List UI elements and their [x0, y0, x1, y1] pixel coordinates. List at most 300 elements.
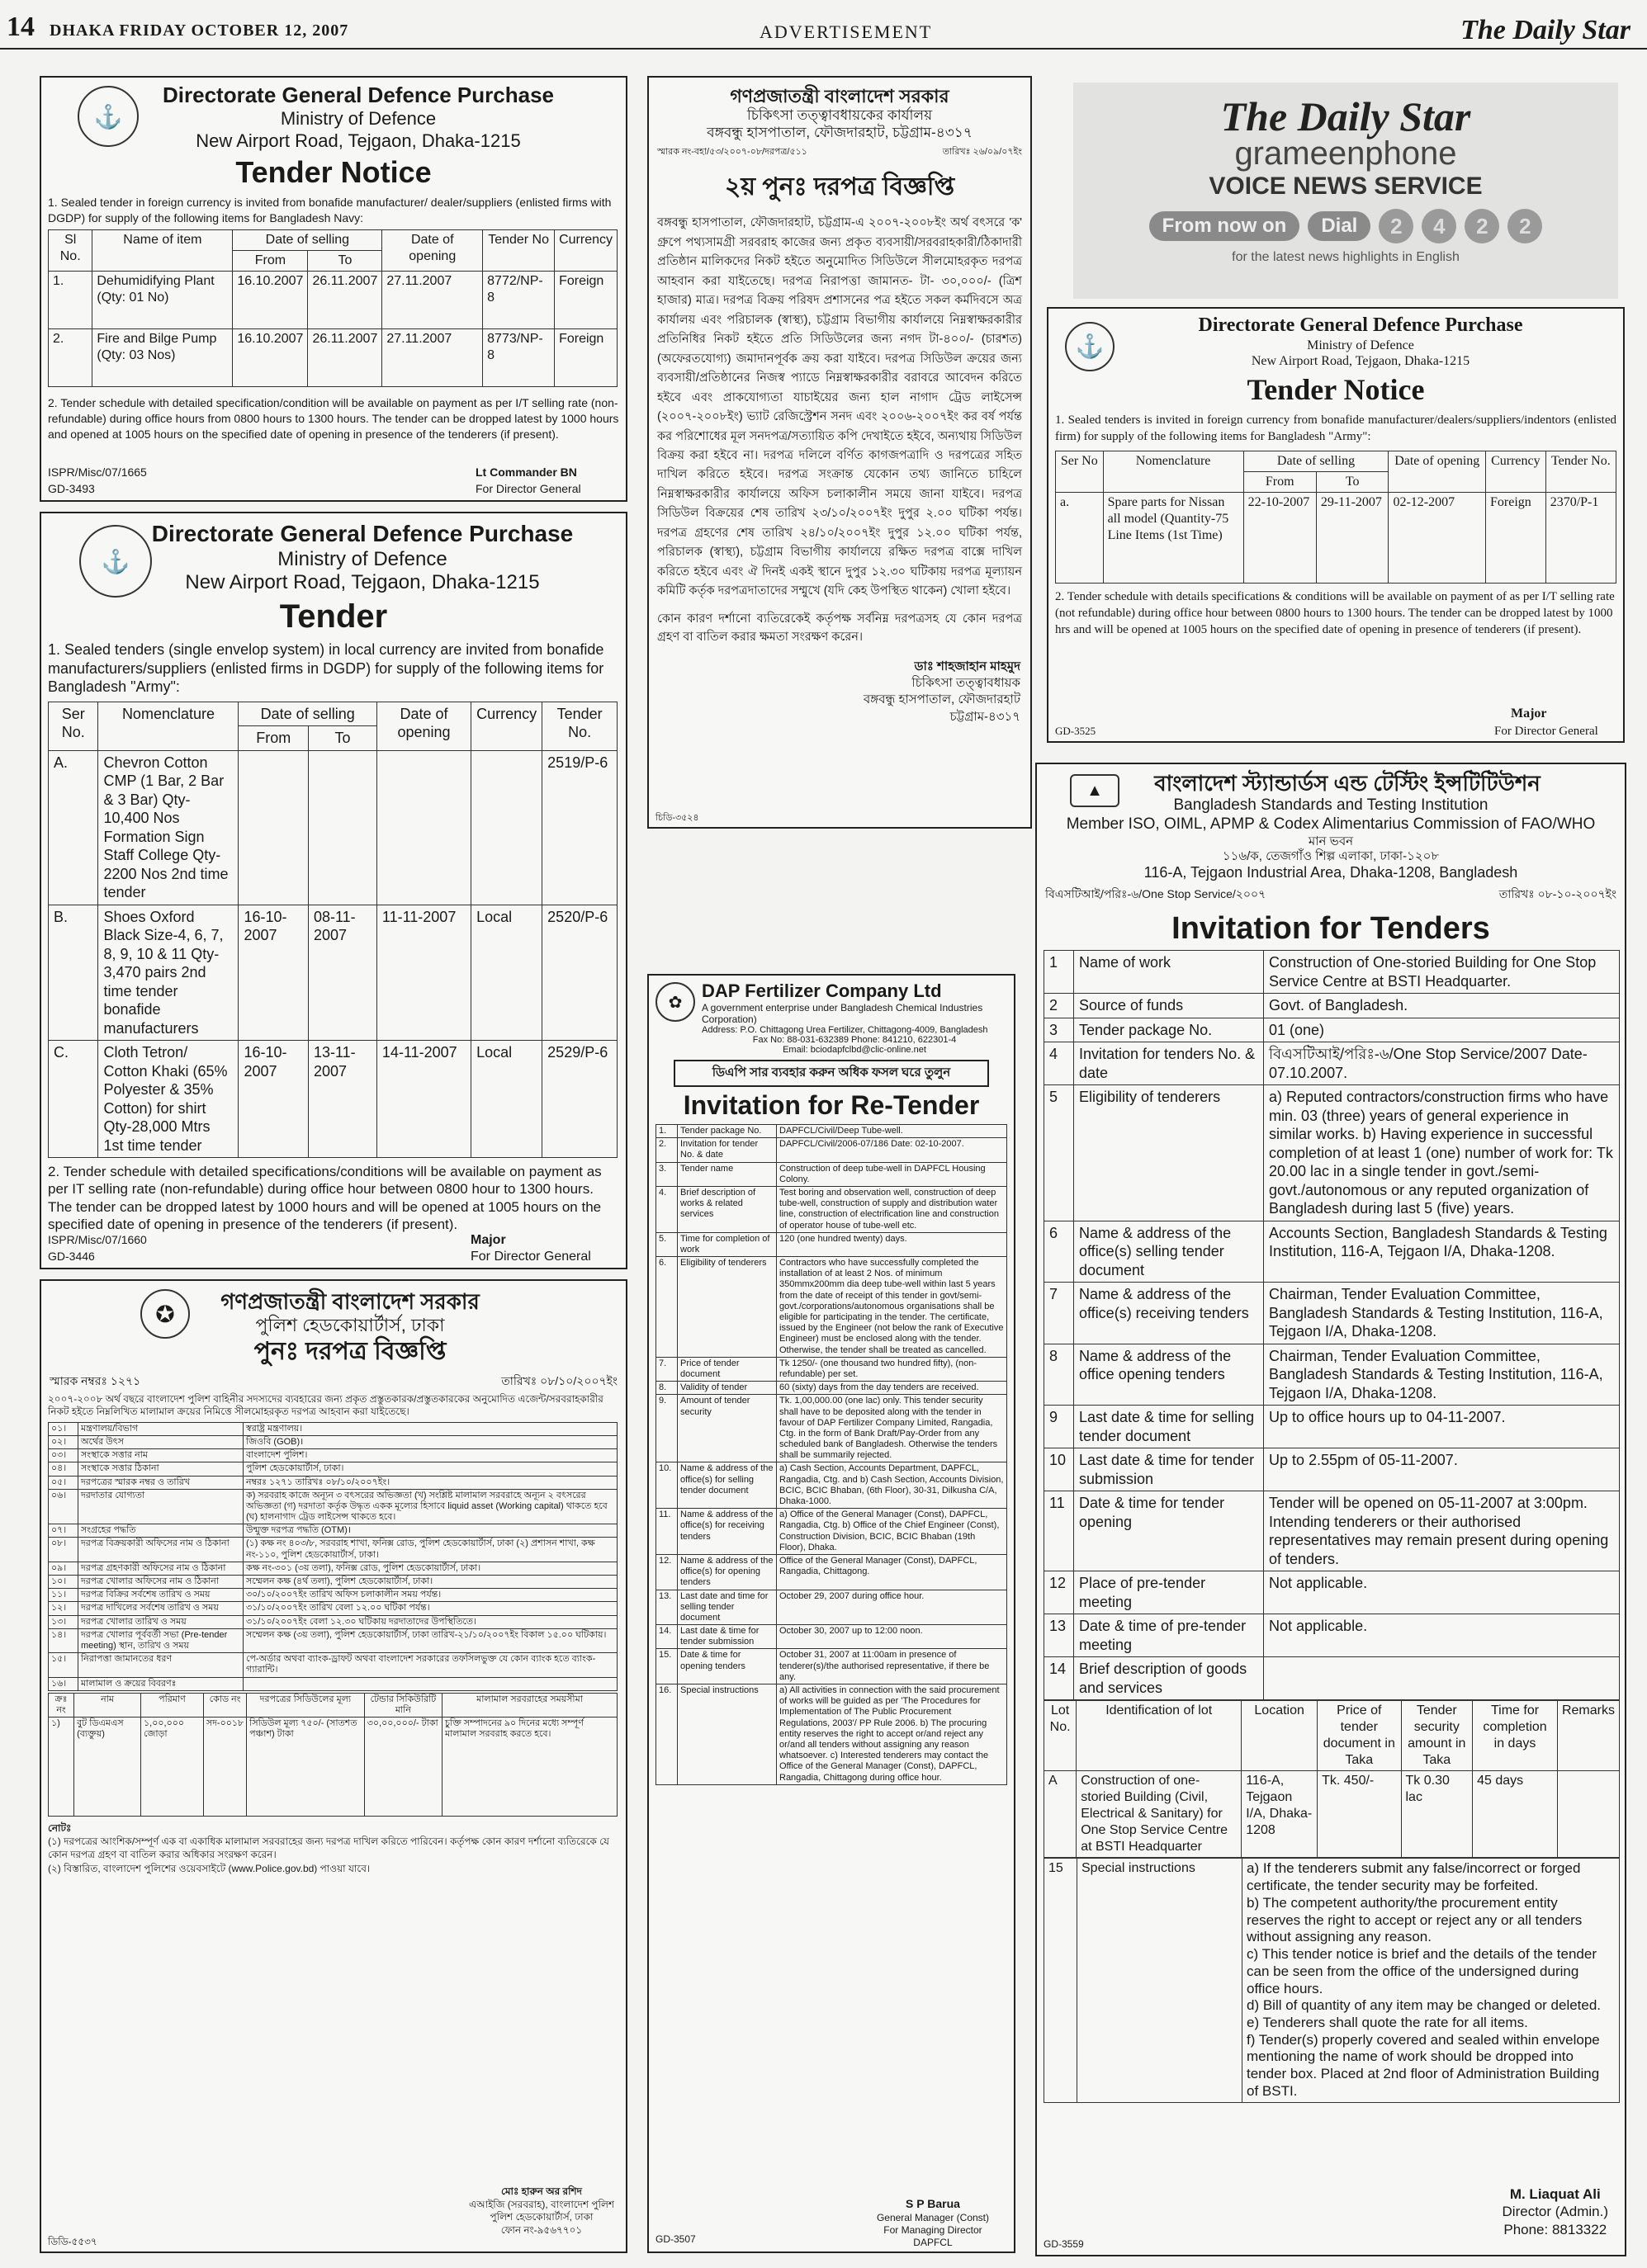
row-number: 4.	[656, 1186, 678, 1232]
gd-number: GD-3446	[48, 1250, 95, 1263]
tender-table	[1044, 950, 1620, 1700]
table-row: B. Shoes Oxford Black Size-4, 6, 7, 8, 9, 10 & 11 Qty-3,470 pairs 2nd time tender bonafide manufacturers 16-10-2007 08-11-2007 11-11-2007 Local 2520/P-6	[49, 905, 618, 1041]
col-header: Name of item	[92, 229, 233, 271]
row-value: জিওবি (GOB)।	[244, 1435, 618, 1448]
goods-table	[48, 1693, 618, 1817]
col-header: কোড নং	[203, 1693, 246, 1717]
instruction-item: b) The competent authority/the procurement entity reserves the right to accept or reject any or all tenders without assigning any reason.	[1247, 1894, 1583, 1945]
row-value: সম্মেলন কক্ষ (৩য় তলা), পুলিশ হেডকোয়ার্টার্স, ঢাকা তারিখ-২১/১০/২০০৭ইং বিকাল ১৫.০০ ঘটিকায়।	[244, 1628, 618, 1652]
ad-police-retender	[40, 1279, 627, 2253]
signer-phone: ফোন নং-৯৫৬৭৭০১	[500, 2223, 583, 2236]
ad-title: পুনঃ দরপত্র বিজ্ঞপ্তি	[253, 1337, 447, 1365]
row-number: 5.	[656, 1232, 678, 1256]
table-row	[49, 1462, 618, 1476]
row-number: ১৪।	[49, 1628, 78, 1652]
signer-rank: Major	[1511, 706, 1547, 721]
row-number: 2	[1044, 994, 1074, 1018]
special-instructions: 15 Special instructions a) If the tenderers submit any false/incorrect or forged certificate, the tender security may be forfeited. b) The competent authority/the procurement entity reserves the right to accept or reject any or all tenders without assigning any reason. c) This tender notice is brief and the details of the tender can be seen from the office of the undersigned during office hours. d) Bill of quantity of any item may be changed or deleted. e) Tenderers shall quote the rate for all items. f) Tender(s) properly covered and sealed within envelope mentioning the name of work should be dropped into tender box. Placed at 2nd floor of Administration Building of BSTI.	[1044, 1858, 1620, 2102]
row-number: 15.	[656, 1649, 678, 1684]
row-number: 7.	[656, 1357, 678, 1381]
signer-city: চট্টগ্রাম-৪৩১৭	[949, 709, 1020, 724]
row-label: মালামাল ও ক্রয়ের বিবরণঃ	[78, 1677, 244, 1690]
row-number: 12	[1044, 1571, 1074, 1614]
col-header: Currency	[1486, 451, 1546, 492]
col-header: দরপত্রের সিডিউলের মূল্য	[247, 1693, 365, 1717]
table-row	[1044, 951, 1620, 994]
note-item: (১) দরপত্রের আংশিক/সম্পূর্ণ এক বা একাধিক মালামাল সরবরাহের জন্য দরপত্র দাখিল করিতে পারিবেন। কর্তৃপক্ষ কোন কারণ দর্শানো ব্যতিরেকে যে কোন দরপত্র গ্রহণ বা বাতিল করার অধিকার সংরক্ষণ করেন।	[48, 1836, 609, 1861]
tender-table	[48, 229, 618, 387]
table-row	[656, 1125, 1007, 1138]
row-label: দরপত্র বিক্রয়কারী অফিসের নাম ও ঠিকানা	[78, 1538, 244, 1562]
table-row	[656, 1257, 1007, 1358]
row-label: দরদাতার যোগ্যতা	[78, 1489, 244, 1524]
dial-label: Dial	[1308, 211, 1370, 241]
row-value: নম্বরঃ ১২৭১ তারিখঃ ০৮/১০/২০০৭ইং।	[244, 1476, 618, 1489]
address: New Airport Road, Tejgaon, Dhaka-1215	[185, 571, 540, 594]
row-number: 11.	[656, 1509, 678, 1555]
row-label: Brief description of goods and services	[1074, 1657, 1264, 1700]
col-header: Date of opening	[376, 702, 471, 750]
intro: ২০০৭-২০০৮ অর্থ বছরে বাংলাদেশ পুলিশ বাহিনীর সদস্যদের ব্যবহারের জন্য প্রকৃত প্রস্তুতকারক/প্রস্তুতকারকের অনুমোদিত এজেন্ট/সরবরাহকারীর নিকট হইতে নিম্নলিখিত মালামাল ক্রয়ের নিমিত্তে সীলমোহরকৃত দরপত্র আহবান করা যাইতেছে।	[48, 1392, 603, 1418]
org-name: Directorate General Defence Purchase	[1198, 314, 1523, 336]
table-row	[656, 1554, 1007, 1590]
row-number: ০৭।	[49, 1524, 78, 1538]
row-label: Invitation for tenders No. & date	[1074, 1042, 1264, 1085]
col-header: মালামাল সরবরাহের সময়সীমা	[442, 1693, 617, 1717]
tender-table	[655, 1124, 1007, 1785]
signer-title: চিকিৎসা তত্ত্বাবধায়ক	[911, 676, 1020, 691]
table-row	[49, 1422, 618, 1435]
row-label: Amount of tender security	[678, 1395, 777, 1462]
table-row	[49, 1589, 618, 1602]
company-address: Address: P.O. Chittagong Urea Fertilizer, Chittagong-4009, Bangladesh	[702, 1025, 988, 1035]
table-row	[656, 1462, 1007, 1509]
row-number: ০৩।	[49, 1449, 78, 1462]
col-header: ক্রঃ নং	[49, 1693, 74, 1717]
col-header: Sl No.	[49, 229, 92, 271]
row-value: DAPFCL/Civil/Deep Tube-well.	[777, 1125, 1007, 1138]
brand-name: The Daily Star	[1220, 93, 1471, 139]
instruction-item: d) Bill of quantity of any item may be changed or deleted.	[1247, 1997, 1602, 2014]
table-row: C. Cloth Tetron/ Cotton Khaki (65% Polyester & 35% Cotton) for shirt Qty-28,000 Mtrs 1st time tender 16-10-2007 13-11-2007 14-11-2007 Local 2529/P-6	[49, 1041, 618, 1158]
row-value: Chairman, Tender Evaluation Committee, Bangladesh Standards & Testing Institution, 116-A, Tejgaon I/A, Dhaka-1208.	[1264, 1283, 1620, 1344]
signer-for: For Director General	[471, 1250, 591, 1264]
instruction-item: f) Tender(s) properly covered and sealed within envelope mentioning the name of work should be dropped into tender box. Placed at 2nd floor of Administration Building of BSTI.	[1247, 2031, 1600, 2099]
col-header: From	[1243, 471, 1316, 492]
col-header: Location	[1242, 1701, 1318, 1771]
col-header: Ser No	[1056, 451, 1104, 492]
ministry: Ministry of Defence	[1307, 338, 1414, 352]
col-header: টেন্ডার সিকিউরিটি মানি	[364, 1693, 442, 1717]
row-value: Construction of One-storied Building for One Stop Service Centre at BSTI Headquarter.	[1264, 951, 1620, 994]
row-label: Place of pre-tender meeting	[1074, 1571, 1264, 1614]
col-header: Tender No.	[542, 702, 618, 750]
tagline: for the latest news highlights in English	[1232, 250, 1460, 264]
table-row	[656, 1186, 1007, 1232]
row-value: পে-অর্ডার অথবা ব্যাংক-ড্রাফট অথবা বাংলাদেশ সরকারের তফসিলভুক্ত যে কোন ব্যাংক হতে ব্যাংক-গ্যারান্টি।	[244, 1653, 618, 1677]
instruction-item: e) Tenderers shall quote the rate for all items.	[1247, 2014, 1528, 2030]
row-value: October 31, 2007 at 11:00am in presence of tenderer(s)/the authorised representative, if there be any.	[777, 1649, 1007, 1684]
signer-for: For Director General	[1494, 725, 1598, 738]
org-name: Directorate General Defence Purchase	[163, 83, 554, 107]
memo-number: স্মারক নম্বরঃ ১২৭১	[50, 1373, 141, 1387]
row-number: 16.	[656, 1684, 678, 1785]
row-label: Tender name	[678, 1162, 777, 1186]
instruction-item: a) If the tenderers submit any false/incorrect or forged certificate, the tender security may be forfeited.	[1247, 1860, 1581, 1894]
table-row: ১) বুট ডিএমএস (ব্যক্তুয়) ১,০০,০০০ জোড়া সদ-০০১৮ সিডিউল মূল্য ৭৫০/- (সাতশত পঞ্চাশ) টাকা ৩০,০০,০০০/- টাকা চুক্তি সম্পাদনের ৯০ দিনের মধ্যে সম্পূর্ণ মালামাল সরবরাহ করতে হবে।	[49, 1718, 618, 1817]
row-label: Last date and time for selling tender document	[678, 1590, 777, 1625]
signer-rank: Major	[471, 1233, 506, 1247]
table-row	[49, 1576, 618, 1589]
row-label: অর্থের উৎস	[78, 1435, 244, 1448]
row-label: Tender package No.	[678, 1125, 777, 1138]
dial-digit: 2	[1379, 209, 1413, 243]
row-label: Last date & time for selling tender document	[1074, 1406, 1264, 1448]
row-label: Date & time of pre-tender meeting	[1074, 1614, 1264, 1657]
row-value: Up to 2.55pm of 05-11-2007.	[1264, 1448, 1620, 1491]
col-header: নাম	[74, 1693, 141, 1717]
govt-name: গণপ্রজাতন্ত্রী বাংলাদেশ সরকার	[730, 86, 949, 106]
row-number: ১০।	[49, 1576, 78, 1589]
row-value: Not applicable.	[1264, 1614, 1620, 1657]
row-value: a) Cash Section, Accounts Department, DAPFCL, Rangadia, Ctg. and b) Cash Section, Accounts Division, BCIC, BCIC Bhaban, (6th Floor), 30-31, Dilkusha C/A, Dhaka-1000.	[777, 1462, 1007, 1509]
signer-name: M. Liaquat Ali	[1509, 2186, 1601, 2202]
row-number: ১৫।	[49, 1653, 78, 1677]
col-header: Currency	[471, 702, 542, 750]
table-row	[49, 1524, 618, 1538]
row-number: 4	[1044, 1042, 1074, 1085]
col-header: To	[308, 726, 376, 751]
schedule-note: 2. Tender schedule with detailed specifications/conditions will be available on payment as per IT selling rate (non-refundable) during office hour between 0800 hour to 1300 hours. The tender can be dropped latest by 1000 hours and will be opened at 1005 hours on the specified date of opening in presence of the tenderers (if present).	[48, 1164, 602, 1232]
gd-number: GD-3493	[48, 482, 95, 495]
col-header: পরিমাণ	[141, 1693, 204, 1717]
row-value: Construction of deep tube-well in DAPFCL Housing Colony.	[777, 1162, 1007, 1186]
signer-for: For Director General	[476, 482, 581, 495]
row-value: বিএসটিআই/পরিঃ-৬/One Stop Service/2007 Date-07.10.2007.	[1264, 1042, 1620, 1085]
schedule-note: 2. Tender schedule with details specifications & conditions will be available on payment of as per I/T selling rate (not refundable) during office hour between 0800 hours to 1300 hours. The tender can be dropped latest by 1000 hrs and will be opened at 1005 hours on the specified date of opening in presence of tenderers (if present).	[1055, 589, 1615, 637]
table-row	[656, 1395, 1007, 1462]
row-label: Name of work	[1074, 951, 1264, 994]
row-label: দরপত্র খোলার পূর্ববর্তী সভা (Pre-tender meeting) স্থান, তারিখ ও সময়	[78, 1628, 244, 1652]
bn-address-1: মান ভবন	[1308, 834, 1354, 848]
signer-phone: Phone: 8813322	[1503, 2221, 1607, 2237]
gd-number: GD-3507	[655, 2233, 696, 2245]
row-number: ০৬।	[49, 1489, 78, 1524]
ministry: Ministry of Defence	[280, 108, 437, 130]
row-value: Up to office hours up to 04-11-2007.	[1264, 1406, 1620, 1448]
table-row	[49, 1489, 618, 1524]
col-header: Currency	[555, 229, 618, 271]
row-value: a) All activities in connection with the said procurement of works will be guided as per 'The Procedures for Implementation of The Public Procurement Regulations, 2003'/ PP Rule 2006. b) The procuring entity reserves the right to accept or/and reject any or/and all tenders without assigning any reason whatsoever. c) Interested tenderers may contact the Office of the General Manager (Const), DAPFCL, Rangadia, Chittagong during office hour.	[777, 1684, 1007, 1785]
row-number: 12.	[656, 1554, 678, 1590]
table-row	[656, 1162, 1007, 1186]
ad-title: Tender Notice	[235, 154, 432, 189]
table-row: 2. Fire and Bilge Pump (Qty: 03 Nos) 16.10.2007 26.11.2007 27.11.2007 8773/NP-8 Foreign	[49, 328, 618, 386]
table-row	[49, 1562, 618, 1575]
ref-number: ISPR/Misc/07/1665	[48, 465, 147, 479]
lot-table	[1044, 1700, 1620, 1858]
row-number: ০৯।	[49, 1562, 78, 1575]
row-number: ১৩।	[49, 1615, 78, 1628]
table-row	[49, 1615, 618, 1628]
ad-voice-news	[1073, 83, 1618, 299]
org-name: Directorate General Defence Purchase	[151, 521, 574, 546]
row-value: a) Reputed contractors/construction firms who have min. 03 (three) years of general experience in similar works. b) Having experience in successful completion of at least 1 (one) number of work for: Tk 20.00 lac in a single tender in govt./semi-govt./autonomous or any reputed organization of Bangladesh during last 5 (five) years.	[1264, 1085, 1620, 1221]
gd-number: ডিডি-৫৫৩৭	[48, 2236, 97, 2247]
row-value: (১) কক্ষ নং ৪০৩/৮, সরবরাহ শাখা, ফনিক্স রোড, পুলিশ হেডকোয়ার্টার্স, ঢাকা (২) প্রশাসন শাখা, কক্ষ নং-১১০, পুলিশ হেডকোয়ার্টার্স, ঢাকা।	[244, 1538, 618, 1562]
company-fax: Fax No: 88-031-632389 Phone: 841210, 622301-4	[752, 1035, 957, 1045]
row-number: 7	[1044, 1283, 1074, 1344]
criteria-table	[48, 1422, 618, 1691]
signer-office: বঙ্গবন্ধু হাসপাতাল, ফৌজদারহাট	[863, 692, 1020, 707]
ad-dgdp-nissan	[1047, 307, 1625, 743]
table-row	[1044, 1018, 1620, 1042]
govt-name: গণপ্রজাতন্ত্রী বাংলাদেশ সরকার	[220, 1289, 480, 1314]
row-label: নিরাপত্তা জামানতের ধরণ	[78, 1653, 244, 1677]
signer-name: মোঃ হারুন অর রশিদ	[500, 2185, 582, 2197]
table-row	[1044, 1491, 1620, 1571]
row-number: 10.	[656, 1462, 678, 1509]
table-row	[656, 1649, 1007, 1684]
table-row	[656, 1590, 1007, 1625]
table-row	[1044, 1406, 1620, 1448]
row-label: Eligibility of tenderers	[678, 1257, 777, 1358]
row-number: ০৫।	[49, 1476, 78, 1489]
row-label: Date & time for opening tenders	[678, 1649, 777, 1684]
address: New Airport Road, Tejgaon, Dhaka-1215	[1251, 353, 1470, 368]
row-number: 8	[1044, 1344, 1074, 1406]
col-header: Date of selling	[233, 229, 382, 250]
row-number: ১৬।	[49, 1677, 78, 1690]
partner-name: grameenphone	[1234, 135, 1457, 172]
row-number: 6.	[656, 1257, 678, 1358]
table-row	[656, 1382, 1007, 1395]
signer-name: ডাঃ শাহজাহান মাহমুদ	[914, 659, 1020, 673]
row-label: Last date & time for tender submission	[1074, 1448, 1264, 1491]
bn-title: বাংলাদেশ স্ট্যান্ডার্ডস এন্ড টেস্টিং ইন্সটিটিউশন	[1154, 771, 1541, 796]
date-line: DHAKA FRIDAY OCTOBER 12, 2007	[50, 21, 349, 40]
row-label: Time for completion of work	[678, 1232, 777, 1256]
row-value: Not applicable.	[1264, 1571, 1620, 1614]
gd-number: চিডি-৩৫২৪	[655, 813, 699, 823]
table-row	[49, 1628, 618, 1652]
col-header: Date of selling	[1243, 451, 1389, 471]
row-number: ০১।	[49, 1422, 78, 1435]
row-value: ৩০/১০/২০০৭ইং তারিখ অফিস চলাকালীন সময় পর্যন্ত।	[244, 1589, 618, 1602]
table-row	[1044, 1221, 1620, 1283]
table-row	[656, 1357, 1007, 1381]
masthead	[0, 0, 1647, 50]
dial-digit: 2	[1465, 209, 1499, 243]
row-value: কক্ষ নং-৩০১ (৩য় তলা), ফনিক্স রোড, পুলিশ হেডকোয়ার্টার্স, ঢাকা।	[244, 1562, 618, 1575]
row-label: Name & address of the office(s) for receiving tenders	[678, 1509, 777, 1555]
row-label: সংস্থাকে সত্তার নাম	[78, 1449, 244, 1462]
dial-digit: 2	[1507, 209, 1542, 243]
signer-office: পুলিশ হেডকোয়ার্টার্স, ঢাকা	[490, 2211, 594, 2223]
row-value: ৩১/১০/২০০৭ইং তারিখ বেলা ১২.০০ ঘটিকা পর্যন্ত।	[244, 1602, 618, 1615]
row-value: a) Office of the General Manager (Const), DAPFCL, Rangadia, Ctg. b) Office of the Chief Engineer (Const), Construction Division, BCIC, BCIC Bhaban (19th Floor), Dhaka.	[777, 1509, 1007, 1555]
table-row: a. Spare parts for Nissan all model (Quantity-75 Line Items (1st Time) 22-10-2007 29-11-2007 02-12-2007 Foreign 2370/P-1	[1056, 492, 1616, 583]
table-row	[49, 1435, 618, 1448]
ad-dgdp-navy	[40, 76, 627, 502]
row-value: 120 (one hundred twenty) days.	[777, 1232, 1007, 1256]
memo-date: তারিখঃ ০৮-১০-২০০৭ইং	[1498, 887, 1616, 901]
row-label: Last date & time for tender submission	[678, 1625, 777, 1649]
row-number: ০২।	[49, 1435, 78, 1448]
table-row	[1044, 1571, 1620, 1614]
row-value: October 30, 2007 up to 12:00 noon.	[777, 1625, 1007, 1649]
table-row	[1044, 1085, 1620, 1221]
row-label: Eligibility of tenderers	[1074, 1085, 1264, 1221]
col-header: Identification of lot	[1077, 1701, 1242, 1771]
row-number: ০৪।	[49, 1462, 78, 1476]
row-label: Name & address of the office(s) receiving tenders	[1074, 1283, 1264, 1344]
table-row	[656, 1509, 1007, 1555]
signer-title: এআইজি (সরবরাহ), বাংলাদেশ পুলিশ	[468, 2198, 614, 2210]
table-row	[656, 1232, 1007, 1256]
memo-number: স্মারক নং-বহা/৫৩/২০০৭-০৮/দরপত্র/৫১১	[657, 147, 807, 158]
row-number: 10	[1044, 1448, 1074, 1491]
table-row	[49, 1602, 618, 1615]
emblem-icon: ⚓	[78, 86, 139, 147]
table-row	[1044, 1448, 1620, 1491]
en-title: Bangladesh Standards and Testing Institution	[1173, 796, 1488, 815]
closing-text: কোন কারণ দর্শানো ব্যতিরেকেই কর্তৃপক্ষ সর্বনিম্ন দরপত্রসহ যে কোন দরপত্র গ্রহণ বা বাতিল করার ক্ষমতা সংরক্ষণ করেন।	[657, 612, 1022, 645]
membership: Member ISO, OIML, APMP & Codex Alimentarius Commission of FAO/WHO	[1066, 815, 1596, 833]
row-number: ১১।	[49, 1589, 78, 1602]
table-row	[49, 1476, 618, 1489]
row-value: Accounts Section, Bangladesh Standards & Testing Institution, 116-A, Tejgaon I/A, Dhaka-1208.	[1264, 1221, 1620, 1283]
row-label: মন্ত্রণালয়/বিভাগ	[78, 1422, 244, 1435]
gd-number: GD-3525	[1055, 725, 1096, 737]
row-number: 1	[1044, 951, 1074, 994]
row-value: সম্মেলন কক্ষ (৪র্থ তলা), পুলিশ হেডকোয়ার্টার্স, ঢাকা।	[244, 1576, 618, 1589]
row-number: 14.	[656, 1625, 678, 1649]
office-name: চিকিৎসা তত্ত্বাবধায়কের কার্যালয়	[746, 107, 933, 124]
row-label: Validity of tender	[678, 1382, 777, 1395]
row-number: 5	[1044, 1085, 1074, 1221]
intro: 1. Sealed tender in foreign currency is invited from bonafide manufacturer/ dealer/suppliers (enlisted firms with DGDP) for supply of the following items for Bangladesh Navy:	[48, 195, 612, 224]
row-value: ৩১/১০/২০০৭ইং বেলা ১২.৩০ ঘটিকায় দরদাতাদের উপস্থিতিতে।	[244, 1615, 618, 1628]
row-number: 9.	[656, 1395, 678, 1462]
table-row	[1044, 1614, 1620, 1657]
row-number: 3.	[656, 1162, 678, 1186]
row-value: পুলিশ হেডকোয়ার্টার্স, ঢাকা।	[244, 1462, 618, 1476]
table-row	[49, 1538, 618, 1562]
row-label: দরপত্র দাখিলের সর্বশেষ তারিখ ও সময়	[78, 1602, 244, 1615]
gd-number: GD-3559	[1044, 2238, 1084, 2250]
tender-table	[1055, 451, 1616, 584]
row-number: 6	[1044, 1221, 1074, 1283]
row-number: 8.	[656, 1382, 678, 1395]
emblem-icon: ⚓	[1065, 322, 1115, 371]
row-value: Tk. 1,00,000.00 (one lac) only. This tender security shall have to be deposited along with the tender in favour of DAP Fertilizer Company Limited, Rangadia, Ctg. in the form of Bank Draft/Pay-Order from any scheduled bank of Bangladesh. Otherwise the tenders shall be summarily rejected.	[777, 1395, 1007, 1462]
table-row	[1044, 1042, 1620, 1085]
col-header: Time for completion in days	[1473, 1701, 1558, 1771]
row-value: Tender will be opened on 05-11-2007 at 3:00pm. Intending tenderers or their authorised representatives may remain present during opening of tenders.	[1264, 1491, 1620, 1571]
table-row	[1044, 1283, 1620, 1344]
row-number: 3	[1044, 1018, 1074, 1042]
col-header: From	[239, 726, 309, 751]
address: New Airport Road, Tejgaon, Dhaka-1215	[196, 130, 521, 151]
company-subtitle: A government enterprise under Bangladesh Chemical Industries Corporation)	[702, 1002, 983, 1025]
body-text: বঙ্গবন্ধু হাসপাতাল, ফৌজদারহাট, চট্টগ্রাম-এ ২০০৭-২০০৮ইং অর্থ বৎসরে 'ক' গ্রুপে পথ্যসামগ্রী সরবরাহ কাজের জন্য প্রকৃত ব্যবসায়ী/সরবরাহকারী/ঠিকাদারী প্রতিষ্ঠান মালিকদের নিকট হইতে অনুমোদিত সিডিউলে সীলমোহরকৃত দরপত্র আহবান করা যাইতেছে। দরপত্র নিরাপত্তা জামানত- টা- ৩০,০০০/- (ত্রিশ হাজার) মাত্র। দরপত্র বিক্রয় পরিষদ প্রশাসনের পত্র হইতে সকল কর্মদিবসে অত্র কার্যালয় এবং পরিচালক (স্বাস্থ্য), চট্টগ্রাম বিভাগীয় কার্যালয়ে নিম্নস্বাক্ষরকারীর প্রতিনিধির নিকট হইতে প্রতি সিডিউলের জন্য নগদ টা-৪০০/- (চারশত) (অফেরতযোগ্য) জমাদানপূর্বক ক্রয় করা যাইবে। দরপত্র সিডিউল ক্রয়ের জন্য ব্যবসায়ী/প্রতিষ্ঠানের নিজস্ব প্যাডে নিম্নস্বাক্ষরকারীর বরাবরে আবেদন করিতে হইবে এবং প্রাকযোগ্যতা যাচাইয়ের জন্য হাল নাগাদ ট্রেড লাইসেন্স (২০০৭-২০০৮ইং) ভ্যাট রেজিস্ট্রেশন সনদ এবং ২০০৬-২০০৭ইং কর বর্ষ পর্যন্ত কর পরিশোধের মূল সনদপত্র/সত্যায়িত কপি দেখাইতে হইবে, অন্যথায় সিডিউল বিক্রয় করা হইবে না। দরপত্র দলিলে বর্ণিত কাগজপত্রাদি ও দরপত্রের সহিত দাখিল করিতে হইবে। দরপত্র সংক্রান্ত যেকোন তথ্য জানিতে চাহিলে নিম্নস্বাক্ষরকারীর কার্যালয়ে অফিস চলাকালীন সময়ে জানা যাইবে। দরপত্র সিডিউল বিক্রয়ের শেষ তারিখ ২৩/১০/২০০৭ইং দুপুর ২.০০ ঘটিকা পর্যন্ত। দরপত্র গ্রহণের শেষ তারিখ ২৪/১০/২০০৭ইং দুপুর ১২.০০ ঘটিকা পর্যন্ত, পরিচালক (স্বাস্থ্য), চট্টগ্রাম বিভাগীয় কার্যালয়ে রক্ষিত দরপত্র বাক্সে দাখিল করিতে হইবে এবং ঐ দিনই একই স্থানে দুপুর ১২.৩০ ঘটিকায় দরপত্র মূল্যায়ন কমিটি কর্তৃক দরপত্রদাতাদের সম্মুখে (যদি কেহ উপস্থিত থাকেন) খোলা হইবে।	[657, 216, 1022, 598]
col-header: Date of selling	[239, 702, 376, 726]
row-number: 9	[1044, 1406, 1074, 1448]
office-name: পুলিশ হেডকোয়ার্টার্স, ঢাকা	[255, 1315, 445, 1336]
col-header: Lot No.	[1044, 1701, 1077, 1771]
ad-title: Invitation for Tenders	[1171, 911, 1490, 947]
table-row	[1044, 1657, 1620, 1700]
row-label: সংগ্রহের পদ্ধতি	[78, 1524, 244, 1538]
tender-table	[48, 702, 618, 1159]
intro: 1. Sealed tenders is invited in foreign currency from bonafide manufacturer/dealers/suppliers/indentors (enlisted firm) for supply of the following items for Bangladesh "Army":	[1055, 413, 1616, 444]
row-value: ক) সরবরাহ কাজে অন্যূন ৩ বৎসরের অভিজ্ঞতা (খ) সংশ্লিষ্ট মালামাল সরবরাহে অন্যূন ২ বৎসরের অভিজ্ঞতা (গ) দরদাতা কর্তৃক উদ্ধৃত একক মূল্যের হিসাবে liquid asset (Working capital) থাকতে হবে (ঘ) হালনাগাদ ট্রেড লাইসেন্স থাকতে হবে।	[244, 1489, 618, 1524]
row-label: দরপত্র খোলার অফিসের নাম ও ঠিকানা	[78, 1576, 244, 1589]
col-header: Price of tender document in Taka	[1318, 1701, 1401, 1771]
schedule-note: 2. Tender schedule with detailed specification/condition will be available on payment as per I/T selling rate (non-refundable) during office hours from 0800 hours to 1300 hours. The tender can be dropped latest by 1000 hours and opened at 1005 hours on the specified date of opening in presence of the tenderers (if present).	[48, 395, 619, 441]
row-label: Special instructions	[678, 1684, 777, 1785]
col-header: Date of opening	[1389, 451, 1486, 492]
row-number: 11	[1044, 1491, 1074, 1571]
row-value: Govt. of Bangladesh.	[1264, 994, 1620, 1018]
memo-date: তারিখঃ ২৬/০৯/০৭ইং	[942, 147, 1022, 158]
row-label: Brief description of works & related services	[678, 1186, 777, 1232]
emblem-icon: ⚓	[79, 525, 152, 598]
ad-hospital-retender	[647, 76, 1032, 829]
col-header: Nomenclature	[98, 702, 239, 750]
table-row: A. Chevron Cotton CMP (1 Bar, 2 Bar & 3 Bar) Qty-10,400 Nos Formation Sign Staff College Qty-2200 Nos 2nd time tender 2519/P-6	[49, 750, 618, 905]
signer-title: General Manager (Const)	[876, 2211, 989, 2223]
ad-title: Invitation for Re-Tender	[683, 1090, 980, 1120]
row-value	[1264, 1657, 1620, 1700]
row-label: Source of funds	[1074, 994, 1264, 1018]
row-label: দরপত্রের স্মারক নম্বর ও তারিখ	[78, 1476, 244, 1489]
row-value: Office of the General Manager (Const), DAPFCL, Rangadia, Chittagong.	[777, 1554, 1007, 1590]
row-value: Chairman, Tender Evaluation Committee, Bangladesh Standards & Testing Institution, 116-A, Tejgaon I/A, Dhaka-1208.	[1264, 1344, 1620, 1406]
table-row	[49, 1653, 618, 1677]
slogan: ডিএপি সার ব্যবহার করুন অধিক ফসল ঘরে তুলুন	[674, 1060, 989, 1087]
table-row	[49, 1449, 618, 1462]
row-label: দরপত্র বিক্রির সর্বশেষ তারিখ ও সময়	[78, 1589, 244, 1602]
col-header: Remarks	[1557, 1701, 1619, 1771]
row-number: ০৮।	[49, 1538, 78, 1562]
row-label: Tender package No.	[1074, 1018, 1264, 1042]
hospital-name: বঙ্গবন্ধু হাসপাতাল, ফৌজদারহাট, চট্টগ্রাম-৪৩১৭	[707, 124, 973, 140]
dial-digit: 4	[1422, 209, 1456, 243]
table-row: 1. Dehumidifying Plant (Qty: 01 No) 16.10.2007 26.11.2007 27.11.2007 8772/NP-8 Foreign	[49, 271, 618, 328]
row-label: Name & address of the office(s) for opening tenders	[678, 1554, 777, 1590]
row-label: Price of tender document	[678, 1357, 777, 1381]
from-now-label: From now on	[1149, 211, 1300, 241]
ministry: Ministry of Defence	[277, 547, 447, 570]
ad-title: Tender	[279, 598, 388, 636]
row-label: দরপত্র খোলার তারিখ ও সময়	[78, 1615, 244, 1628]
row-value: October 29, 2007 during office hour.	[777, 1590, 1007, 1625]
signer-name: S P Barua	[906, 2197, 960, 2210]
row-value: DAPFCL/Civil/2006-07/186 Date: 02-10-2007.	[777, 1138, 1007, 1162]
row-label: সংস্থাকে সত্তার ঠিকানা	[78, 1462, 244, 1476]
col-header: Nomenclature	[1103, 451, 1243, 492]
intro: 1. Sealed tenders (single envelop system) in local currency are invited from bonafide manufacturers/suppliers (enlisted firms in DGDP) for supply of the following items for Bangladesh "Army":	[48, 641, 604, 696]
row-value	[244, 1677, 618, 1690]
company-email: Email: bciodapfclbd@clic-online.net	[783, 1045, 926, 1055]
row-value: Contractors who have successfully completed the installation of at least 2 Nos. of minimum 350mmx200mm dia deep tube-well within last 5 years from the date of receipt of this tender in govt/semi-govt./corporations/autonomous organisations shall be eligible for participating in the tender. The certificate, issued by the Engineer (not below the rank of Executive Engineer) must be enclosed along with the tender. Otherwise, the tender shall be treated as cancelled.	[777, 1257, 1007, 1358]
row-label: Invitation for tender No. & date	[678, 1138, 777, 1162]
company-name: DAP Fertilizer Company Ltd	[702, 980, 942, 1001]
col-header: Tender No.	[1545, 451, 1616, 492]
row-value: বাংলাদেশ পুলিশ।	[244, 1449, 618, 1462]
